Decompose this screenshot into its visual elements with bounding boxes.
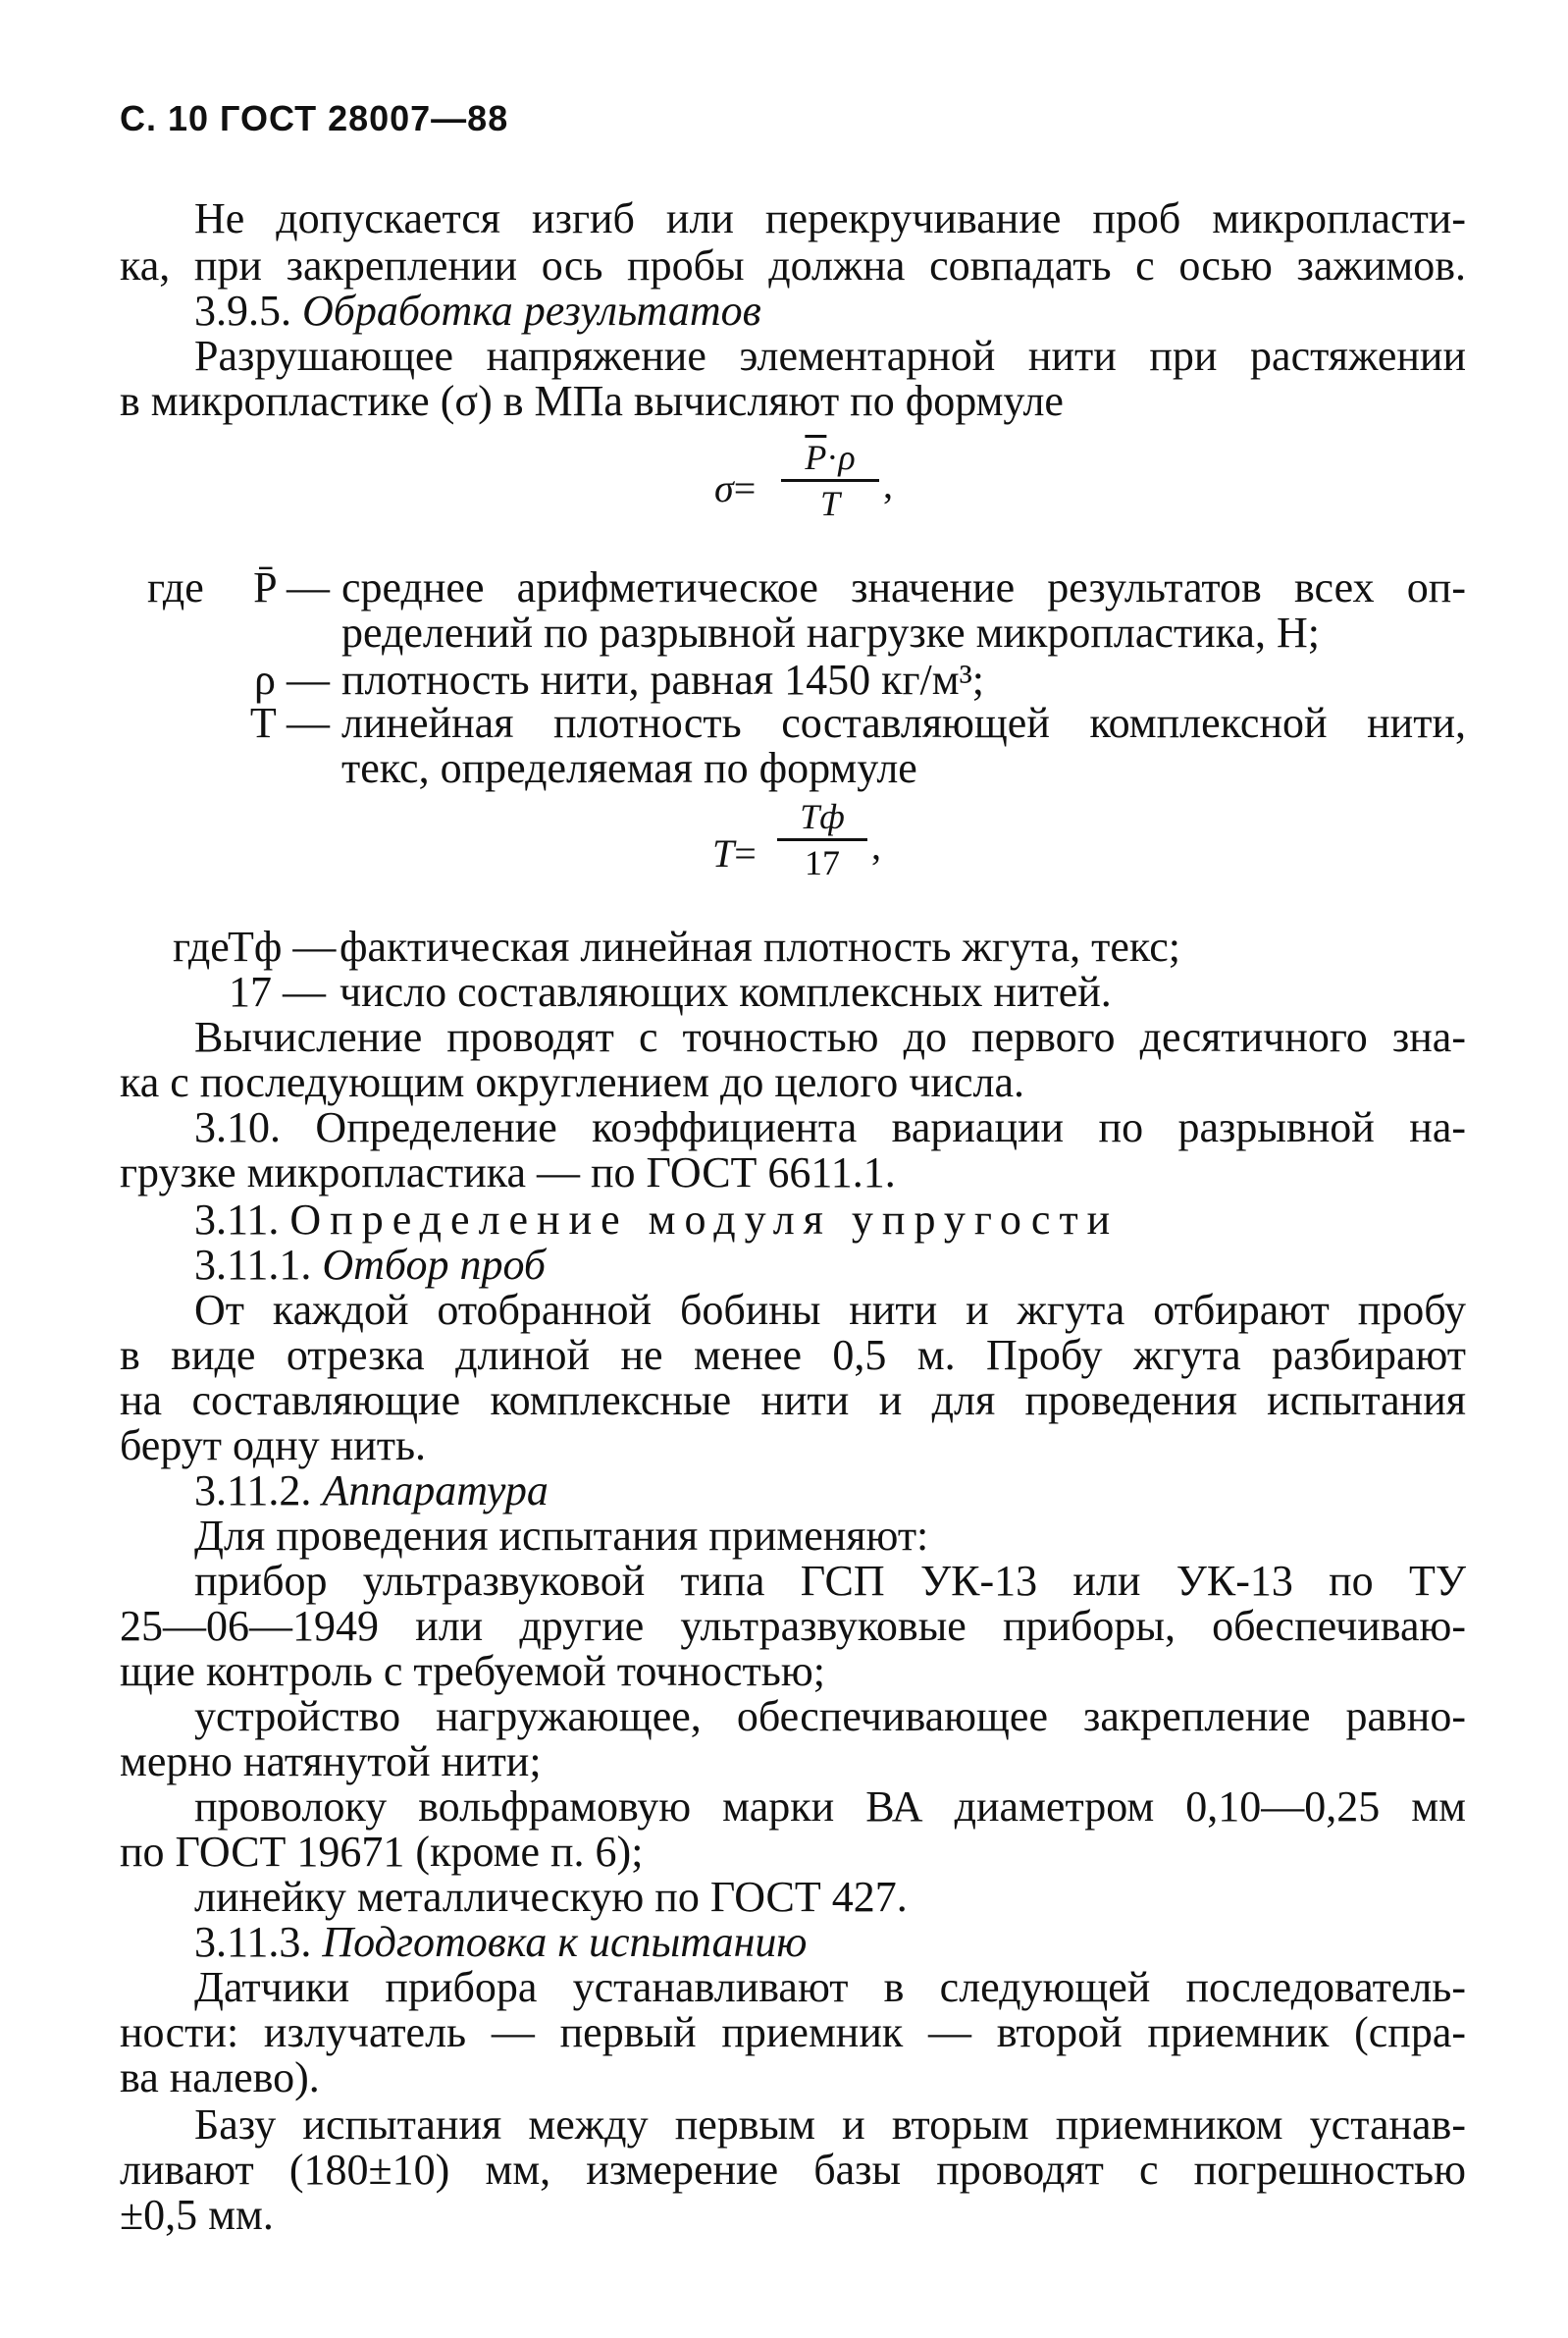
text-line: ка, при закреплении ось пробы должна совпадать с осью зажимов. [120,241,1466,290]
text-line: число составляющих комплексных нитей. [340,968,1112,1016]
text-line: в виде отрезка длиной не менее 0,5 м. Пробу жгута разбирают [120,1331,1466,1379]
symbol-label: Tф — [228,923,337,971]
text-line: Для проведения испытания применяют: [194,1512,929,1560]
formula-lhs: T= [712,831,757,876]
text-line: щие контроль с требуемой точностью; [120,1647,825,1695]
fraction-bar [777,838,867,841]
text-line: ливают (180±10) мм, измерение базы проводят с погрешностью [120,2146,1466,2194]
text-line: 25—06—1949 или другие ультразвуковые приборы, обеспечиваю- [120,1602,1466,1650]
page-header: С. 10 ГОСТ 28007—88 [120,98,509,138]
section-heading-3-11-3 [194,1918,807,1967]
text-line: Датчики прибора устанавливают в следующей последователь- [194,1963,1466,2011]
section-number: 3.9.5. [194,287,291,335]
text-line: берут одну нить. [120,1421,427,1469]
section-number: 3.11.1. [194,1241,312,1289]
section-number: 3.11. [194,1196,280,1244]
where-intro: где [147,563,204,611]
section-title: Отбор проб [322,1241,547,1289]
symbol-label: P̄ — [253,563,330,611]
section-heading-3-11-1 [194,1241,546,1290]
text-line: по ГОСТ 19671 (кроме п. 6); [120,1828,644,1876]
symbol-label: ρ — [254,656,330,704]
text-line: Не допускается изгиб или перекручивание проб микропласти- [194,194,1466,242]
symbol-label: 17 — [229,968,326,1016]
text-line: устройство нагружающее, обеспечивающее закрепление равно- [194,1692,1466,1740]
text-line: ределений по разрывной нагрузке микропластика, Н; [341,609,1320,657]
text-line: фактическая линейная плотность жгута, текс; [340,923,1180,971]
section-heading-3-11 [194,1196,1119,1245]
formula-lhs: σ= [714,466,757,510]
fraction [781,438,879,523]
fraction-bar [781,479,879,482]
fraction [777,797,867,882]
text-line: ка с последующим округлением до целого числа. [120,1058,1025,1106]
text-line: От каждой отобранной бобины нити и жгута отбирают пробу [194,1286,1466,1334]
text-line: линейная плотность составляющей комплексной нити, [341,699,1466,747]
text-line: ности: излучатель — первый приемник — второй приемник (спра- [120,2008,1466,2056]
text-line: плотность нити, равная 1450 кг/м³; [341,656,985,704]
text-line: Базу испытания между первым и вторым приемником устанав- [194,2100,1466,2149]
text-line: грузке микропластика — по ГОСТ 6611.1. [120,1148,896,1196]
text-line: ±0,5 мм. [120,2191,274,2239]
text-line: текс, определяемая по формуле [341,744,917,792]
text-line: мерно натянутой нити; [120,1737,542,1785]
formula-comma: , [871,824,881,868]
denominator: T [819,484,841,523]
where-intro: где [173,923,230,971]
numerator: $\overline{P}\cdot\rho$ [805,438,856,477]
section-number: 3.11.3. [194,1918,312,1966]
numerator: Tф [800,797,845,836]
text-line: Разрушающее напряжение элементарной нити при растяжении [194,332,1466,380]
text-line: среднее арифметическое значение результатов всех оп- [341,563,1466,611]
section-heading-3-9-5 [194,287,761,336]
text-line: прибор ультразвуковой типа ГСП УК-13 или УК-13 по ТУ [194,1557,1466,1605]
text-line: проволоку вольфрамовую марки ВА диаметром 0,10—0,25 мм [194,1782,1466,1831]
section-title: Обработка результатов [302,287,761,335]
denominator: 17 [805,843,840,882]
section-number: 3.11.2. [194,1466,312,1514]
text-line: 3.10. Определение коэффициента вариации по разрывной на- [194,1103,1466,1151]
text-line: ва налево). [120,2053,320,2101]
text-line: на составляющие комплексные нити и для проведения испытания [120,1376,1466,1424]
formula-comma: , [883,462,893,506]
section-title: Аппаратура [322,1466,549,1514]
symbol-label: T — [249,699,330,747]
section-title: Определение модуля упругости [289,1196,1120,1244]
text-line: в микропластике (σ) в МПа вычисляют по формуле [120,377,1064,425]
text-line: Вычисление проводят с точностью до первого десятичного зна- [194,1013,1466,1061]
section-heading-3-11-2 [194,1466,549,1515]
section-title: Подготовка к испытанию [322,1918,808,1966]
text-line: линейку металлическую по ГОСТ 427. [194,1873,908,1921]
